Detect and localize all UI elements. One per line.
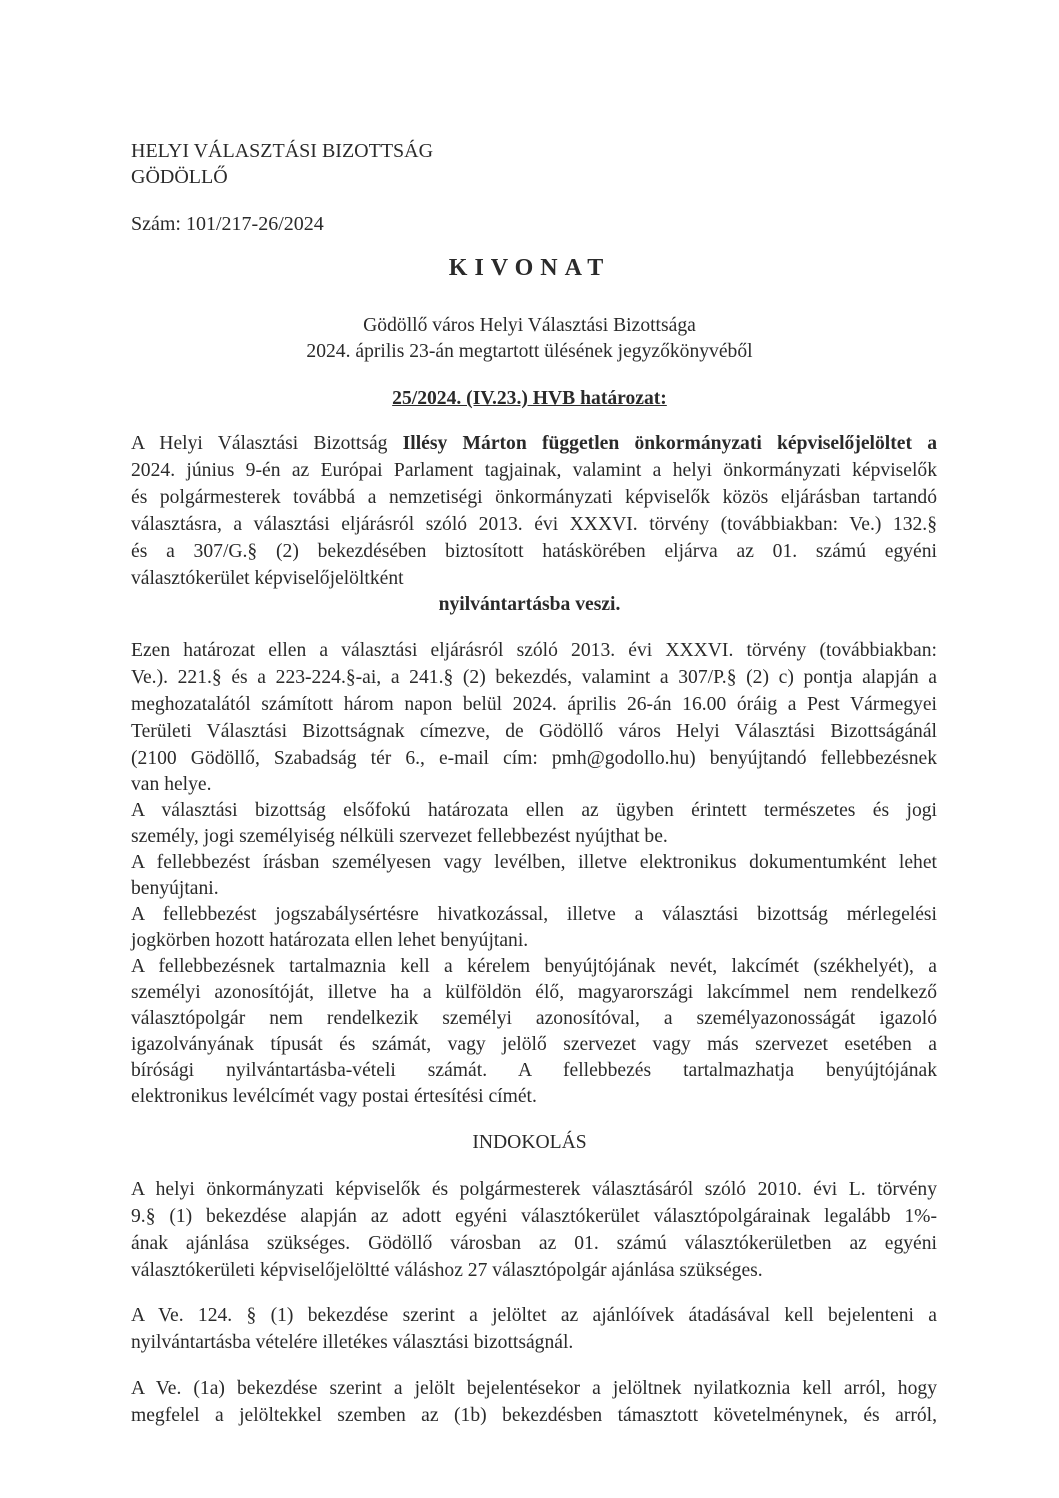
decision-line: és a 307/G.§ (2) bekezdésében biztosított hatáskörében eljárva az 01. számú egyéni: [131, 541, 937, 562]
remedy-line: (2100 Gödöllő, Szabadság tér 6., e-mail cím: pmh@godollo.hu) benyújtandó fellebbezésnek: [131, 748, 937, 769]
reasoning-line: ának ajánlása szükséges. Gödöllő városban az 01. számú választókerületben az egyéni: [131, 1233, 937, 1254]
reasoning-line: megfelel a jelöltekkel szemben az (1b) bekezdésben támasztott követelménynek, és arról,: [131, 1405, 937, 1426]
remedy-line: Ve.). 221.§ és a 223-224.§-ai, a 241.§ (2) bekezdés, valamint a 307/P.§ (2) c) pontja alapján a: [131, 667, 937, 688]
decision-line-1: [131, 431, 937, 458]
remedy-line: személy, jogi személyiség nélküli szervezet fellebbezést nyújthat be.: [131, 826, 668, 847]
remedy-line: jogkörben hozott határozata ellen lehet benyújtani.: [131, 930, 529, 951]
reasoning-title: INDOKOLÁS: [472, 1132, 587, 1153]
remedy-line: Ezen határozat ellen a választási eljárásról szóló 2013. évi XXXVI. törvény (továbbiakban:: [131, 640, 937, 661]
decision-intro: A Helyi Választási Bizottság: [131, 433, 403, 454]
decision-line: választókerület képviselőjelöltként: [131, 568, 404, 589]
remedy-line: A fellebbezésnek tartalmaznia kell a kérelem benyújtójának nevét, lakcímét (székhelyét), a: [131, 956, 937, 977]
decision-line: 2024. június 9-én az Európai Parlament tagjainak, valamint a helyi önkormányzati képviselők: [131, 460, 937, 481]
remedy-line: A fellebbezést jogszabálysértésre hivatkozással, illetve a választási bizottság mérlegelési: [131, 904, 937, 925]
reasoning-line: 9.§ (1) bekezdése alapján az adott egyéni választókerület választópolgárainak legalább 1%-: [131, 1206, 937, 1227]
remedy-line: elektronikus levélcímét vagy postai értesítési címét.: [131, 1086, 537, 1107]
remedy-line: meghozatalától számított három napon belül 2024. április 26-án 16.00 óráig a Pest Vármegyei: [131, 694, 937, 715]
candidate-name: Illésy Márton független önkormányzati képviselőjelöltet a: [402, 433, 937, 454]
remedy-line: igazolványának típusát és számát, vagy jelölő szervezet vagy más szervezet esetében a: [131, 1034, 937, 1055]
remedy-line: A fellebbezést írásban személyesen vagy levélben, illetve elektronikus dokumentumként lehet: [131, 852, 937, 873]
remedy-line: Területi Választási Bizottságnak címezve, de Gödöllő város Helyi Választási Bizottságánál: [131, 721, 937, 742]
reasoning-line: A Ve. 124. § (1) bekezdése szerint a jelöltet az ajánlóívek átadásával kell bejelenteni a: [131, 1305, 937, 1326]
document-number: Szám: 101/217-26/2024: [131, 213, 324, 235]
document-title: KIVONAT: [448, 255, 611, 281]
decision-verdict: nyilvántartásba veszi.: [438, 594, 621, 615]
reasoning-line: A Ve. (1a) bekezdése szerint a jelölt bejelentésekor a jelöltnek nyilatkoznia kell arról, hogy: [131, 1378, 937, 1399]
remedy-line: választópolgár nem rendelkezik személyi azonosítóval, a személyazonosságát igazoló: [131, 1008, 937, 1029]
reasoning-line: választókerületi képviselőjelöltté váláshoz 27 választópolgár ajánlása szükséges.: [131, 1260, 763, 1281]
decision-id: 25/2024. (IV.23.) HVB határozat:: [392, 388, 667, 409]
decision-line: és polgármesterek továbbá a nemzetiségi önkormányzati képviselők közös eljárásban tartandó: [131, 487, 937, 508]
remedy-line: A választási bizottság elsőfokú határozata ellen az ügyben érintett természetes és jogi: [131, 800, 937, 821]
decision-line: választásra, a választási eljárásról szóló 2013. évi XXXVI. törvény (továbbiakban: Ve.) 132.§: [131, 514, 937, 535]
remedy-line: benyújtani.: [131, 878, 219, 899]
subtitle-line-1: Gödöllő város Helyi Választási Bizottsága: [363, 315, 696, 336]
header-org: HELYI VÁLASZTÁSI BIZOTTSÁG: [131, 140, 434, 162]
reasoning-line: A helyi önkormányzati képviselők és polgármesterek választásáról szóló 2010. évi L. törvény: [131, 1179, 937, 1200]
header-city: GÖDÖLLŐ: [131, 166, 228, 188]
reasoning-line: nyilvántartásba vételére illetékes választási bizottságnál.: [131, 1332, 574, 1353]
remedy-line: van helye.: [131, 774, 212, 795]
remedy-line: bírósági nyilvántartásba-vételi számát. A fellebbezés tartalmazhatja benyújtójának: [131, 1060, 937, 1081]
subtitle-line-2: 2024. április 23-án megtartott ülésének jegyzőkönyvéből: [306, 341, 753, 362]
remedy-line: személyi azonosítóját, illetve ha a külföldön élő, magyarországi lakcímmel nem rendelkező: [131, 982, 937, 1003]
